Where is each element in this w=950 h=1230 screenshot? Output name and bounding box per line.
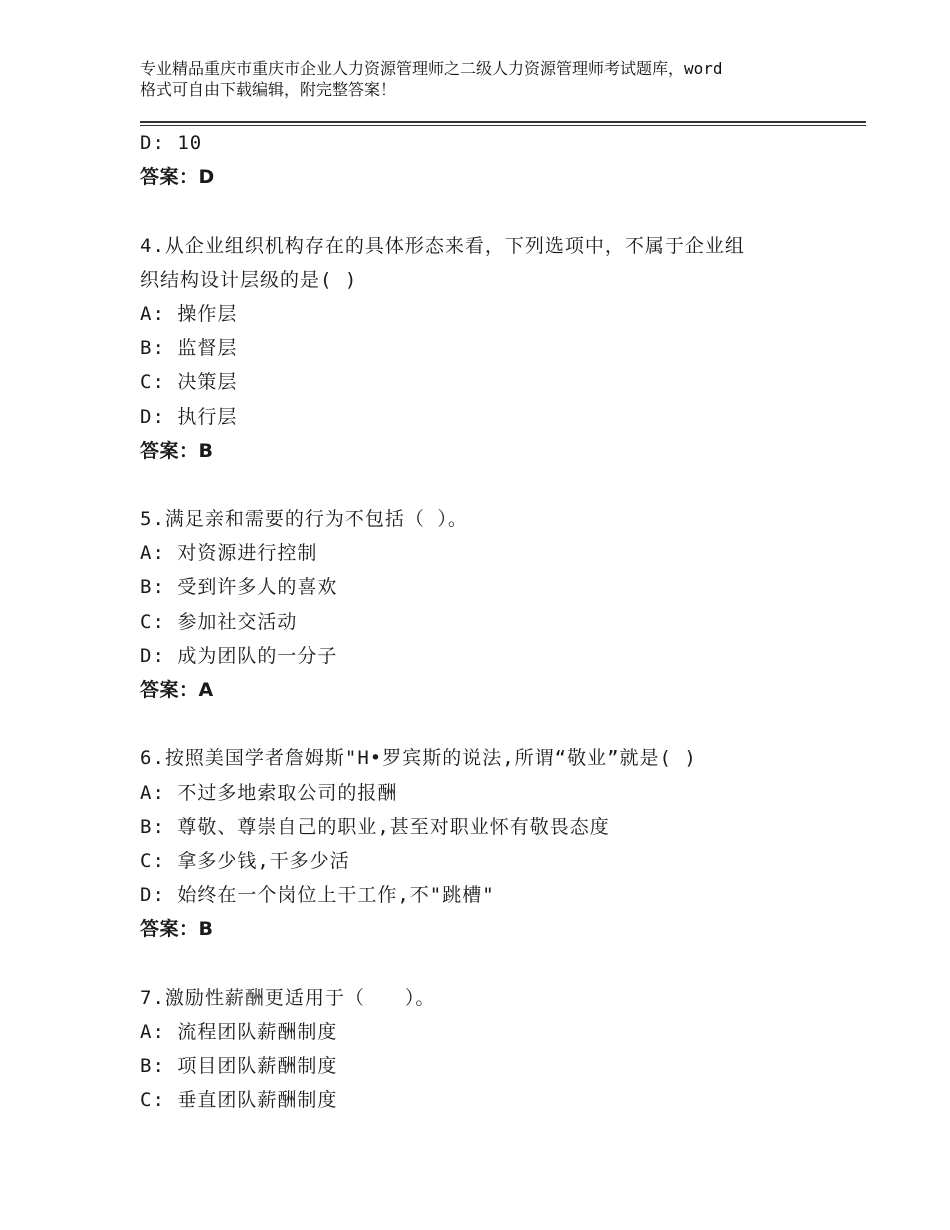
answer: 答案：B	[140, 918, 214, 941]
question-7	[140, 981, 840, 1118]
question-stem: 6.按照美国学者詹姆斯"H•罗宾斯的说法,所谓“敬业”就是( )	[140, 747, 697, 770]
option-d: D: 10	[140, 132, 203, 154]
option-c: C: 参加社交活动	[140, 610, 298, 633]
option-a: A: 对资源进行控制	[140, 542, 318, 565]
header-line-2: 格式可自由下载编辑，附完整答案！	[140, 80, 397, 99]
document-body	[140, 126, 840, 1117]
question-4	[140, 229, 840, 468]
option-c: C: 垂直团队薪酬制度	[140, 1089, 338, 1112]
option-d: D: 执行层	[140, 405, 238, 428]
document-header	[140, 58, 840, 100]
question-stem: 7.激励性薪酬更适用于（ ）。	[140, 986, 436, 1009]
option-b: B: 项目团队薪酬制度	[140, 1055, 338, 1078]
option-a: A: 流程团队薪酬制度	[140, 1020, 338, 1043]
question-6	[140, 741, 840, 946]
header-line-1: 专业精品重庆市重庆市企业人力资源管理师之二级人力资源管理师考试题库，word	[140, 59, 723, 78]
option-b: B: 监督层	[140, 337, 238, 360]
question-stem: 4.从企业组织机构存在的具体形态来看，下列选项中，不属于企业组	[140, 234, 745, 257]
question-stem: 5.满足亲和需要的行为不包括（ ）。	[140, 508, 468, 531]
option-d: D: 始终在一个岗位上干工作,不"跳槽"	[140, 884, 495, 907]
option-c: C: 决策层	[140, 371, 238, 394]
answer: 答案：B	[140, 439, 214, 462]
question-5	[140, 502, 840, 707]
option-c: C: 拿多少钱,干多少活	[140, 849, 350, 872]
option-a: A: 操作层	[140, 302, 238, 325]
option-b: B: 受到许多人的喜欢	[140, 576, 338, 599]
option-a: A: 不过多地索取公司的报酬	[140, 781, 398, 804]
header-rule-thick	[140, 121, 866, 123]
answer: 答案：A	[140, 679, 214, 701]
question-stem-cont: 织结构设计层级的是( )	[140, 268, 358, 291]
option-d: D: 成为团队的一分子	[140, 644, 338, 667]
option-b: B: 尊敬、尊崇自己的职业,甚至对职业怀有敬畏态度	[140, 815, 610, 838]
answer: 答案：D	[140, 166, 215, 189]
